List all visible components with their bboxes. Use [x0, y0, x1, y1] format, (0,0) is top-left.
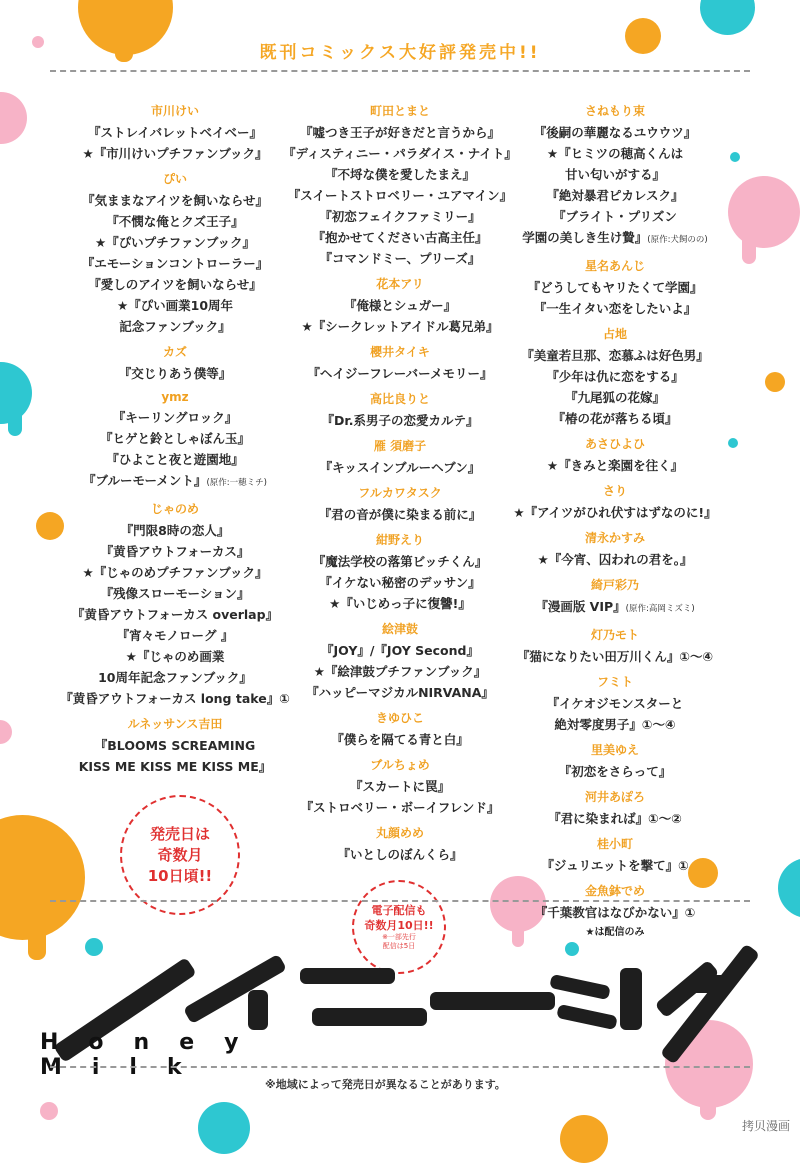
book-title — [275, 164, 525, 185]
book-title-text: 『黄昏アウトフォーカス long take』① — [60, 691, 290, 706]
badge-note: ※一部先行 — [382, 933, 416, 941]
author-name: 櫻井タイキ — [370, 345, 430, 359]
original-author-note: (原作:一穂ミチ) — [206, 478, 267, 488]
book-title — [50, 541, 300, 562]
book-title — [490, 646, 740, 667]
book-title — [490, 206, 740, 227]
logo-stroke — [549, 974, 611, 1000]
book-title-text: 甘い匂いがする』 — [564, 167, 665, 182]
book-title-text: 『千葉教官はなびかない』① — [534, 905, 696, 920]
author-name: 占地 — [602, 327, 627, 341]
release-date-footnote: ※地域によって発売日が異なることがあります。 — [265, 1078, 506, 1091]
book-title-text: 『イケない秘密のデッサン』 — [319, 575, 481, 590]
book-title-text: 学園の美しき生け贄』 — [522, 230, 648, 245]
book-title — [490, 855, 740, 876]
book-title-text: 『俺様とシュガー』 — [343, 298, 457, 313]
author-name: じゃのめ — [150, 502, 199, 516]
book-title — [490, 714, 740, 735]
book-title-text: 『ブライト・プリズン — [553, 209, 677, 224]
book-title-text: 『スイートストロベリー・ユアマイン』 — [287, 188, 513, 203]
decor-dot — [565, 942, 579, 956]
book-title-text: 『少年は仇に恋をする』 — [546, 369, 684, 384]
listing-column-3 — [490, 96, 740, 938]
listing-column-1 — [50, 96, 300, 777]
logo-wordmark: Honey Milk — [40, 1030, 269, 1080]
author-name: フルカワタスク — [358, 486, 442, 500]
badge-line: 奇数月10日!! — [364, 919, 434, 932]
book-title-text: 『美童若旦那、恋慕ふは好色男』 — [521, 348, 709, 363]
listing-column-2 — [275, 96, 525, 865]
book-title — [275, 776, 525, 797]
book-title-text: ★『シークレットアイドル葛兄弟』 — [301, 319, 499, 334]
book-title — [275, 551, 525, 572]
book-title-text: 『ジュリエットを撃て』① — [541, 858, 689, 873]
book-title-text: ★『ヒミツの穂高くんは — [546, 146, 684, 161]
decor-dot — [778, 858, 800, 918]
author-name: 金魚鉢でめ — [584, 884, 645, 898]
book-title — [490, 693, 740, 714]
book-title — [490, 345, 740, 366]
book-title — [275, 457, 525, 478]
book-title — [50, 688, 300, 709]
book-title-text: 『Dr.系男子の恋愛カルテ』 — [321, 413, 479, 428]
book-title-text: 『抱かせてください古高主任』 — [312, 230, 488, 245]
book-title-text: 『ディスティニー・パラダイス・ナイト』 — [283, 146, 517, 161]
book-title — [50, 583, 300, 604]
book-title — [490, 185, 740, 206]
author-name: ymz — [161, 390, 189, 404]
book-title — [275, 661, 525, 682]
book-title — [275, 122, 525, 143]
decor-dot — [85, 938, 103, 956]
book-title — [490, 277, 740, 298]
book-title — [275, 504, 525, 525]
book-title — [490, 122, 740, 143]
badge-line: 電子配信も — [371, 904, 427, 917]
book-title — [275, 248, 525, 269]
decor-dot — [560, 1115, 608, 1163]
book-title-text: ★『いじめっ子に復讐!』 — [329, 596, 471, 611]
logo-stroke — [300, 968, 395, 984]
book-title-text: 『キーリングロック』 — [112, 410, 238, 425]
author-name: さり — [602, 484, 627, 498]
digital-release-badge — [352, 880, 446, 974]
book-title — [275, 844, 525, 865]
book-title-text: ★『じゃのめプチファンブック』 — [82, 565, 268, 580]
book-title — [490, 143, 740, 164]
book-title — [490, 455, 740, 476]
book-title — [275, 295, 525, 316]
book-title-text: 絶対零度男子』①～④ — [554, 717, 676, 732]
book-title-text: 『猫になりたい田万川くん』①～④ — [516, 649, 714, 664]
author-name: 花本アリ — [376, 277, 424, 291]
book-title — [50, 211, 300, 232]
book-title-text: ★『アイツがひれ伏すはずなのに!』 — [513, 505, 717, 520]
decor-dot — [198, 1102, 250, 1154]
original-author-note: (原作:高岡ミズミ) — [625, 604, 695, 614]
book-title — [275, 227, 525, 248]
author-name: 河井あぽろ — [584, 790, 645, 804]
author-name: 綺戸彩乃 — [590, 578, 639, 592]
book-title-text: 『君の音が僕に染まる前に』 — [318, 507, 482, 522]
book-title — [50, 604, 300, 625]
header-divider — [50, 70, 750, 72]
bottom-divider — [50, 1066, 750, 1068]
book-title — [490, 366, 740, 387]
book-title — [490, 387, 740, 408]
logo-stroke — [248, 990, 268, 1030]
book-title — [275, 797, 525, 818]
author-name: 灯乃モト — [590, 628, 639, 642]
book-title-text: ★『ぴい画業10周年 — [116, 298, 234, 313]
digital-only-note: ★は配信のみ — [585, 927, 645, 938]
book-title-text: 10周年記念ファンブック』 — [98, 670, 252, 685]
author-name: 桂小町 — [596, 837, 633, 851]
badge-line: 奇数月 — [157, 845, 203, 864]
book-title-text: 『黄昏アウトフォーカス』 — [100, 544, 250, 559]
book-title — [50, 274, 300, 295]
book-title-text: 『魔法学校の落第ビッチくん』 — [312, 554, 488, 569]
book-title-text: 『JOY』/『JOY Second』 — [320, 643, 479, 658]
book-title-text: 『残像スローモーション』 — [100, 586, 250, 601]
book-title — [50, 143, 300, 164]
book-title-text: 『初恋フェイクファミリー』 — [319, 209, 481, 224]
book-title — [50, 625, 300, 646]
book-title-text: 『ひよこと夜と遊園地』 — [106, 452, 244, 467]
book-title-text: 『僕らを隔てる青と白』 — [331, 732, 469, 747]
book-title-text: ★『ぴいプチファンブック』 — [94, 235, 256, 250]
author-name: 町田とまと — [369, 104, 430, 118]
watermark: 拷贝漫画 — [741, 1119, 790, 1133]
decor-dot — [0, 720, 12, 744]
book-title — [275, 640, 525, 661]
book-title — [490, 549, 740, 570]
logo-stroke — [312, 1008, 427, 1026]
book-title-text: ★『絵津鼓プチファンブック』 — [313, 664, 487, 679]
author-name: ぴい — [162, 172, 187, 186]
book-title-text: 『門限8時の恋人』 — [120, 523, 230, 538]
book-title — [50, 449, 300, 470]
decor-dot — [40, 1102, 58, 1120]
book-title-text: 『後嗣の華麗なるユウウツ』 — [533, 125, 697, 140]
page-header: 既刊コミックス大好評発売中!! — [259, 43, 541, 63]
book-title-text: 『不憫な俺とクズ王子』 — [106, 214, 244, 229]
book-title — [275, 363, 525, 384]
book-title — [50, 295, 300, 316]
book-title — [50, 756, 300, 777]
book-title — [490, 227, 740, 251]
book-title — [50, 407, 300, 428]
book-title — [50, 735, 300, 756]
author-name: 絵津鼓 — [381, 622, 418, 636]
author-name: 紺野えり — [375, 533, 424, 547]
author-name: 里美ゆえ — [590, 743, 639, 757]
author-name: 丸顔めめ — [375, 826, 424, 840]
book-title-text: 『ハッピーマジカルNIRVANA』 — [306, 685, 494, 700]
book-title-text: 『イケオジモンスターと — [546, 696, 684, 711]
book-title-text: ★『きみと楽園を往く』 — [546, 458, 684, 473]
logo-stroke — [620, 968, 642, 1030]
book-title — [275, 593, 525, 614]
decor-dot — [765, 372, 785, 392]
book-title — [50, 122, 300, 143]
book-title-text: KISS ME KISS ME KISS ME』 — [78, 759, 272, 774]
book-title-text: 『ストレイバレットベイベー』 — [87, 125, 262, 140]
book-title — [490, 164, 740, 185]
book-title-text: 『BLOOMS SCREAMING — [94, 738, 256, 753]
author-name: ブルちょめ — [370, 758, 430, 772]
book-title-text: 『九尾狐の花嫁』 — [564, 390, 665, 405]
decor-drip — [742, 238, 756, 264]
book-title — [50, 363, 300, 384]
book-title-text: 『ヘイジーフレーバーメモリー』 — [307, 366, 493, 381]
book-title-text: 『初恋をさらって』 — [558, 764, 672, 779]
author-name: さねもり束 — [584, 104, 645, 118]
author-name: 高比良りと — [369, 392, 430, 406]
decor-dot — [0, 92, 27, 144]
book-title-text: 『いとしのぼんくら』 — [337, 847, 463, 862]
author-name: カズ — [162, 345, 187, 359]
book-title — [50, 232, 300, 253]
book-title — [490, 808, 740, 829]
book-title-text: ★『市川けいプチファンブック』 — [82, 146, 268, 161]
book-title-text: 『愛しのアイツを飼いならせ』 — [88, 277, 262, 292]
book-title-text: 『どうしてもヤリたくて学園』 — [527, 280, 703, 295]
release-date-badge — [120, 795, 240, 915]
book-title — [275, 410, 525, 431]
book-title — [275, 185, 525, 206]
author-name: フミト — [596, 675, 633, 689]
book-title — [275, 682, 525, 703]
book-title-text: 『コマンドミー、プリーズ』 — [319, 251, 481, 266]
footer-divider — [50, 900, 750, 902]
book-title — [490, 502, 740, 523]
author-name: ルネッサンス吉田 — [127, 717, 223, 731]
book-title-text: 『黄昏アウトフォーカス overlap』 — [71, 607, 279, 622]
book-title — [50, 646, 300, 667]
decor-drip — [700, 1098, 716, 1120]
author-name: 星名あんじ — [584, 259, 645, 273]
book-title-text: 『ヒゲと鈴としゃぼん玉』 — [99, 431, 250, 446]
book-title — [275, 206, 525, 227]
book-title — [50, 316, 300, 337]
author-name: 清永かすみ — [584, 531, 645, 545]
book-title — [50, 470, 300, 494]
author-name: 市川けい — [150, 104, 199, 118]
book-title-text: 『宵々モノローグ 』 — [116, 628, 234, 643]
decor-drip — [28, 920, 46, 960]
book-title — [275, 143, 525, 164]
book-title-text: 『ブルーモーメント』 — [83, 473, 207, 488]
book-title-text: 『エモーションコントローラー』 — [81, 256, 269, 271]
book-title-text: 『スカートに罠』 — [349, 779, 450, 794]
book-title — [50, 667, 300, 688]
book-title-text: 『絶対暴君ピカレスク』 — [546, 188, 684, 203]
book-title — [50, 428, 300, 449]
book-title — [490, 408, 740, 429]
decor-drip — [8, 412, 22, 436]
book-title-text: 『椿の花が落ちる頃』 — [552, 411, 678, 426]
book-title-text: 『気ままなアイツを飼いならせ』 — [81, 193, 268, 208]
book-title — [50, 520, 300, 541]
original-author-note: (原作:犬飼のの) — [647, 235, 708, 245]
book-title-text: 『一生イタい恋をしたいよ』 — [533, 301, 697, 316]
badge-note: 配信は5日 — [382, 942, 416, 950]
book-title — [490, 761, 740, 782]
logo-stroke — [183, 954, 287, 1025]
book-title-text: 『交じりあう僕等』 — [118, 366, 232, 381]
author-name: あさひよひ — [584, 437, 645, 451]
book-title-text: 『漫画版 VIP』 — [535, 599, 626, 614]
book-title-text: 『不埒な僕を愛したまえ』 — [324, 167, 475, 182]
decor-dot — [700, 0, 755, 35]
book-title-text: 記念ファンブック』 — [119, 319, 231, 334]
book-title — [50, 190, 300, 211]
book-title — [275, 729, 525, 750]
badge-line: 発売日は — [149, 824, 210, 843]
badge-line: 10日頃!! — [147, 866, 213, 885]
book-title-text: 『キッスインブルーヘブン』 — [319, 460, 481, 475]
book-title — [275, 316, 525, 337]
author-name: きゆひこ — [375, 711, 424, 725]
book-title-text: 『ストロベリー・ボーイフレンド』 — [300, 800, 500, 815]
logo-stroke — [430, 992, 555, 1010]
book-title-text: 『嘘つき王子が好きだと言うから』 — [299, 125, 500, 140]
book-title — [490, 902, 740, 923]
book-title — [50, 253, 300, 274]
book-title-text: ★『今宵、囚われの君を。』 — [537, 552, 693, 567]
book-title — [50, 562, 300, 583]
book-title — [275, 572, 525, 593]
book-title-text: ★『じゃのめ画業 — [125, 649, 225, 664]
book-title-text: 『君に染まれば』①～② — [548, 811, 682, 826]
book-title — [490, 596, 740, 620]
author-name: 雁 須磨子 — [373, 439, 427, 453]
logo-stroke — [556, 1004, 618, 1030]
book-title — [490, 298, 740, 319]
